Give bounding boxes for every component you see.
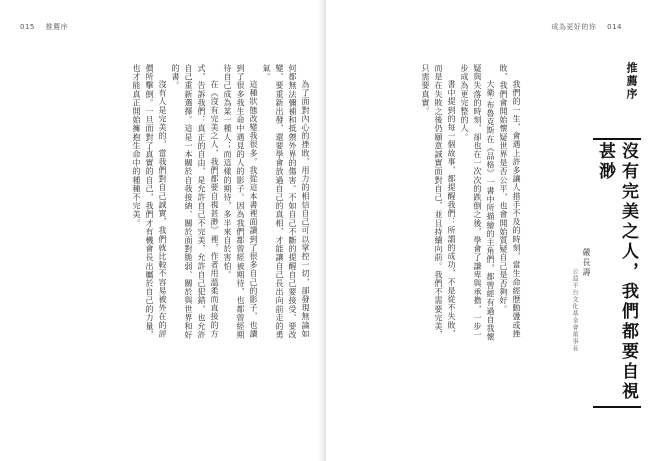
paragraph: 這種狀態改變我很多。我從這本書裡面讀到了很多自己的影子，也讀到了很多我生命中遇見的人的影子。因為我們都曾經被期待，也都曾經期待自己成為某一種人；而這樣的期待，多半來自於害怕。 (223, 64, 258, 340)
right-folio (551, 22, 630, 32)
title-block (529, 58, 641, 402)
title-rule-bottom (593, 406, 641, 408)
left-page (0, 0, 324, 461)
left-body-text (42, 64, 312, 346)
right-page (326, 0, 650, 461)
paragraph: 在《沒有完美之人，我們都要自視甚渺》裡，作者用溫柔而直接的方式，告訴我們：真正的自由，是允許自己不完美，允許自己犯錯，也允許自己重新選擇。這是一本關於自我接納、關於面對脆弱、關於與世界和好的書。 (171, 64, 219, 340)
paragraph: 大衛·布魯克斯在《品格》一書中所描繪的主角們，都曾經有過自我懷疑與失落的時刻，卻也在一次次的跌倒之後，學會了謙卑與承擔，一步一步成為更完整的人。 (460, 64, 495, 342)
running-title: 成為更好的你 (551, 23, 597, 31)
page-number: 015 (20, 23, 35, 31)
paragraph: 為了面對內心的挫敗，用力的相信自己可以掌控一切，卻發現無論如何都無法彌補和抵禦外界的傷害。不如自己不斷的提醒自己要接受、要改變、要重新出發，還要學會放過自己的真相，才能讓自己長出向前走的勇氣。 (262, 64, 310, 340)
page-number: 014 (607, 23, 622, 31)
chapter-title: 沒有完美之人，我們都要自視甚渺 (595, 142, 638, 402)
left-folio (20, 22, 76, 32)
running-title: 推薦序 (45, 23, 69, 31)
paragraph: 沒有人是完美的，當我們對自己誠實，我們就比較不容易被外在的評價所擊倒。一旦面對了真實的自己，我們才有機會長出屬於自己的力量，也才能真正開始擁抱生命中的種種不完美。 (132, 64, 167, 340)
right-body-text (345, 64, 523, 346)
title-rule-top (593, 138, 641, 140)
paragraph: 我們的一生，會遇上許多讓人措手不及的時刻，當生命經歷動盪或挫敗，我們會開始懷疑世界是否公平，也會開始質疑自己是否夠好。 (499, 64, 521, 338)
paragraph: 書中提到的每一個故事，都提醒我們：所謂的成功，不是從不失敗，而是在失敗之後仍願意誠實面對自己，並且持續向前。我們不需要完美，只需要真實。 (421, 64, 456, 340)
author-name: 嚴長壽 (582, 248, 591, 278)
section-label: 推薦序 (625, 62, 638, 101)
author-affiliation: 公益平台文化基金會董事長 (571, 268, 578, 352)
